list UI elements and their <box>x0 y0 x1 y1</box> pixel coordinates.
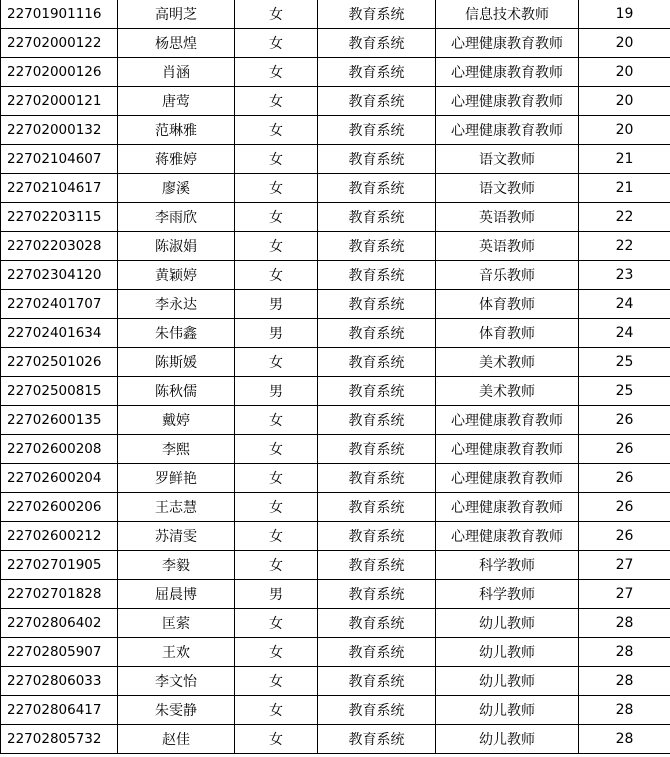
position-cell: 心理健康教育教师 <box>436 116 579 145</box>
table-row <box>1 580 670 609</box>
exam-id-cell: 22702600206 <box>1 493 118 522</box>
gender-cell: 女 <box>235 0 318 29</box>
name-cell: 王志慧 <box>118 493 235 522</box>
table-row <box>1 725 670 754</box>
gender-cell: 男 <box>235 580 318 609</box>
system-cell: 教育系统 <box>318 232 436 261</box>
name-cell: 朱伟鑫 <box>118 319 235 348</box>
exam-id-cell: 22702600212 <box>1 522 118 551</box>
position-cell: 幼儿教师 <box>436 725 579 754</box>
position-code-cell: 28 <box>579 725 670 754</box>
system-cell: 教育系统 <box>318 464 436 493</box>
position-code-cell: 20 <box>579 116 670 145</box>
exam-id-cell: 22702501026 <box>1 348 118 377</box>
table-row <box>1 319 670 348</box>
name-cell: 唐莺 <box>118 87 235 116</box>
gender-cell: 女 <box>235 29 318 58</box>
table-row <box>1 290 670 319</box>
name-cell: 陈秋儒 <box>118 377 235 406</box>
position-code-cell: 26 <box>579 522 670 551</box>
name-cell: 肖涵 <box>118 58 235 87</box>
exam-id-cell: 22702805907 <box>1 638 118 667</box>
position-code-cell: 20 <box>579 29 670 58</box>
system-cell: 教育系统 <box>318 696 436 725</box>
gender-cell: 女 <box>235 261 318 290</box>
system-cell: 教育系统 <box>318 667 436 696</box>
table-row <box>1 0 670 29</box>
system-cell: 教育系统 <box>318 290 436 319</box>
table-row <box>1 464 670 493</box>
system-cell: 教育系统 <box>318 0 436 29</box>
position-code-cell: 22 <box>579 232 670 261</box>
table-row <box>1 29 670 58</box>
position-cell: 幼儿教师 <box>436 638 579 667</box>
position-code-cell: 24 <box>579 290 670 319</box>
name-cell: 屈晨博 <box>118 580 235 609</box>
position-cell: 信息技术教师 <box>436 0 579 29</box>
name-cell: 高明芝 <box>118 0 235 29</box>
name-cell: 陈斯媛 <box>118 348 235 377</box>
position-cell: 语文教师 <box>436 145 579 174</box>
position-code-cell: 28 <box>579 609 670 638</box>
gender-cell: 女 <box>235 493 318 522</box>
gender-cell: 女 <box>235 609 318 638</box>
gender-cell: 女 <box>235 696 318 725</box>
gender-cell: 女 <box>235 348 318 377</box>
system-cell: 教育系统 <box>318 174 436 203</box>
table-row <box>1 667 670 696</box>
gender-cell: 女 <box>235 667 318 696</box>
system-cell: 教育系统 <box>318 58 436 87</box>
position-cell: 科学教师 <box>436 580 579 609</box>
gender-cell: 女 <box>235 522 318 551</box>
system-cell: 教育系统 <box>318 522 436 551</box>
position-cell: 幼儿教师 <box>436 667 579 696</box>
exam-id-cell: 22702304120 <box>1 261 118 290</box>
system-cell: 教育系统 <box>318 580 436 609</box>
exam-id-cell: 22702104607 <box>1 145 118 174</box>
position-code-cell: 28 <box>579 638 670 667</box>
table-row <box>1 551 670 580</box>
gender-cell: 女 <box>235 87 318 116</box>
gender-cell: 女 <box>235 116 318 145</box>
name-cell: 李熙 <box>118 435 235 464</box>
table-row <box>1 522 670 551</box>
system-cell: 教育系统 <box>318 319 436 348</box>
table-row <box>1 261 670 290</box>
table-row <box>1 406 670 435</box>
position-code-cell: 20 <box>579 87 670 116</box>
position-code-cell: 26 <box>579 406 670 435</box>
table-row <box>1 174 670 203</box>
position-cell: 心理健康教育教师 <box>436 435 579 464</box>
position-cell: 心理健康教育教师 <box>436 522 579 551</box>
exam-id-cell: 22702500815 <box>1 377 118 406</box>
exam-id-cell: 22702000126 <box>1 58 118 87</box>
position-cell: 语文教师 <box>436 174 579 203</box>
table-row <box>1 87 670 116</box>
system-cell: 教育系统 <box>318 145 436 174</box>
exam-id-cell: 22702000122 <box>1 29 118 58</box>
system-cell: 教育系统 <box>318 261 436 290</box>
exam-id-cell: 22702104617 <box>1 174 118 203</box>
position-cell: 幼儿教师 <box>436 696 579 725</box>
name-cell: 李永达 <box>118 290 235 319</box>
exam-id-cell: 22702701905 <box>1 551 118 580</box>
gender-cell: 女 <box>235 435 318 464</box>
name-cell: 戴婷 <box>118 406 235 435</box>
position-cell: 体育教师 <box>436 290 579 319</box>
name-cell: 李毅 <box>118 551 235 580</box>
table-body <box>1 0 670 754</box>
position-cell: 心理健康教育教师 <box>436 464 579 493</box>
system-cell: 教育系统 <box>318 406 436 435</box>
exam-id-cell: 22702805732 <box>1 725 118 754</box>
gender-cell: 女 <box>235 58 318 87</box>
exam-id-cell: 22702806033 <box>1 667 118 696</box>
position-cell: 体育教师 <box>436 319 579 348</box>
system-cell: 教育系统 <box>318 29 436 58</box>
gender-cell: 女 <box>235 174 318 203</box>
gender-cell: 男 <box>235 290 318 319</box>
system-cell: 教育系统 <box>318 87 436 116</box>
exam-id-cell: 22702600204 <box>1 464 118 493</box>
position-code-cell: 26 <box>579 464 670 493</box>
name-cell: 陈淑娟 <box>118 232 235 261</box>
system-cell: 教育系统 <box>318 435 436 464</box>
position-cell: 心理健康教育教师 <box>436 58 579 87</box>
name-cell: 王欢 <box>118 638 235 667</box>
gender-cell: 男 <box>235 377 318 406</box>
name-cell: 范琳雅 <box>118 116 235 145</box>
system-cell: 教育系统 <box>318 377 436 406</box>
exam-id-cell: 22702203028 <box>1 232 118 261</box>
system-cell: 教育系统 <box>318 203 436 232</box>
position-cell: 美术教师 <box>436 348 579 377</box>
exam-id-cell: 22702701828 <box>1 580 118 609</box>
position-code-cell: 20 <box>579 58 670 87</box>
table-row <box>1 377 670 406</box>
exam-id-cell: 22702203115 <box>1 203 118 232</box>
system-cell: 教育系统 <box>318 493 436 522</box>
exam-id-cell: 22701901116 <box>1 0 118 29</box>
gender-cell: 女 <box>235 145 318 174</box>
system-cell: 教育系统 <box>318 725 436 754</box>
exam-id-cell: 22702806417 <box>1 696 118 725</box>
table-row <box>1 116 670 145</box>
position-cell: 心理健康教育教师 <box>436 87 579 116</box>
exam-id-cell: 22702600135 <box>1 406 118 435</box>
exam-id-cell: 22702401634 <box>1 319 118 348</box>
position-cell: 音乐教师 <box>436 261 579 290</box>
gender-cell: 男 <box>235 319 318 348</box>
system-cell: 教育系统 <box>318 638 436 667</box>
position-cell: 心理健康教育教师 <box>436 493 579 522</box>
table-row <box>1 348 670 377</box>
name-cell: 匡萦 <box>118 609 235 638</box>
position-code-cell: 25 <box>579 377 670 406</box>
name-cell: 李雨欣 <box>118 203 235 232</box>
position-code-cell: 28 <box>579 667 670 696</box>
position-cell: 心理健康教育教师 <box>436 29 579 58</box>
gender-cell: 女 <box>235 725 318 754</box>
name-cell: 赵佳 <box>118 725 235 754</box>
position-code-cell: 24 <box>579 319 670 348</box>
exam-id-cell: 22702000121 <box>1 87 118 116</box>
name-cell: 罗鲜艳 <box>118 464 235 493</box>
system-cell: 教育系统 <box>318 551 436 580</box>
position-code-cell: 27 <box>579 580 670 609</box>
table-row <box>1 203 670 232</box>
position-code-cell: 21 <box>579 145 670 174</box>
position-cell: 科学教师 <box>436 551 579 580</box>
gender-cell: 女 <box>235 638 318 667</box>
position-cell: 幼儿教师 <box>436 609 579 638</box>
position-code-cell: 19 <box>579 0 670 29</box>
name-cell: 蒋雅婷 <box>118 145 235 174</box>
gender-cell: 女 <box>235 464 318 493</box>
position-code-cell: 26 <box>579 435 670 464</box>
table-row <box>1 58 670 87</box>
table-row <box>1 493 670 522</box>
position-code-cell: 26 <box>579 493 670 522</box>
system-cell: 教育系统 <box>318 116 436 145</box>
position-cell: 美术教师 <box>436 377 579 406</box>
gender-cell: 女 <box>235 203 318 232</box>
exam-id-cell: 22702600208 <box>1 435 118 464</box>
table-row <box>1 609 670 638</box>
table-row <box>1 145 670 174</box>
position-cell: 心理健康教育教师 <box>436 406 579 435</box>
exam-id-cell: 22702806402 <box>1 609 118 638</box>
position-cell: 英语教师 <box>436 232 579 261</box>
name-cell: 苏清雯 <box>118 522 235 551</box>
table-row <box>1 232 670 261</box>
name-cell: 朱雯静 <box>118 696 235 725</box>
position-code-cell: 22 <box>579 203 670 232</box>
table-row <box>1 696 670 725</box>
table-row <box>1 435 670 464</box>
name-cell: 杨思煌 <box>118 29 235 58</box>
name-cell: 廖溪 <box>118 174 235 203</box>
table-row <box>1 638 670 667</box>
position-code-cell: 27 <box>579 551 670 580</box>
position-cell: 英语教师 <box>436 203 579 232</box>
position-code-cell: 21 <box>579 174 670 203</box>
name-cell: 黄颖婷 <box>118 261 235 290</box>
system-cell: 教育系统 <box>318 609 436 638</box>
system-cell: 教育系统 <box>318 348 436 377</box>
exam-id-cell: 22702401707 <box>1 290 118 319</box>
gender-cell: 女 <box>235 406 318 435</box>
name-cell: 李文怡 <box>118 667 235 696</box>
position-code-cell: 25 <box>579 348 670 377</box>
gender-cell: 女 <box>235 551 318 580</box>
exam-id-cell: 22702000132 <box>1 116 118 145</box>
gender-cell: 女 <box>235 232 318 261</box>
position-code-cell: 28 <box>579 696 670 725</box>
position-code-cell: 23 <box>579 261 670 290</box>
